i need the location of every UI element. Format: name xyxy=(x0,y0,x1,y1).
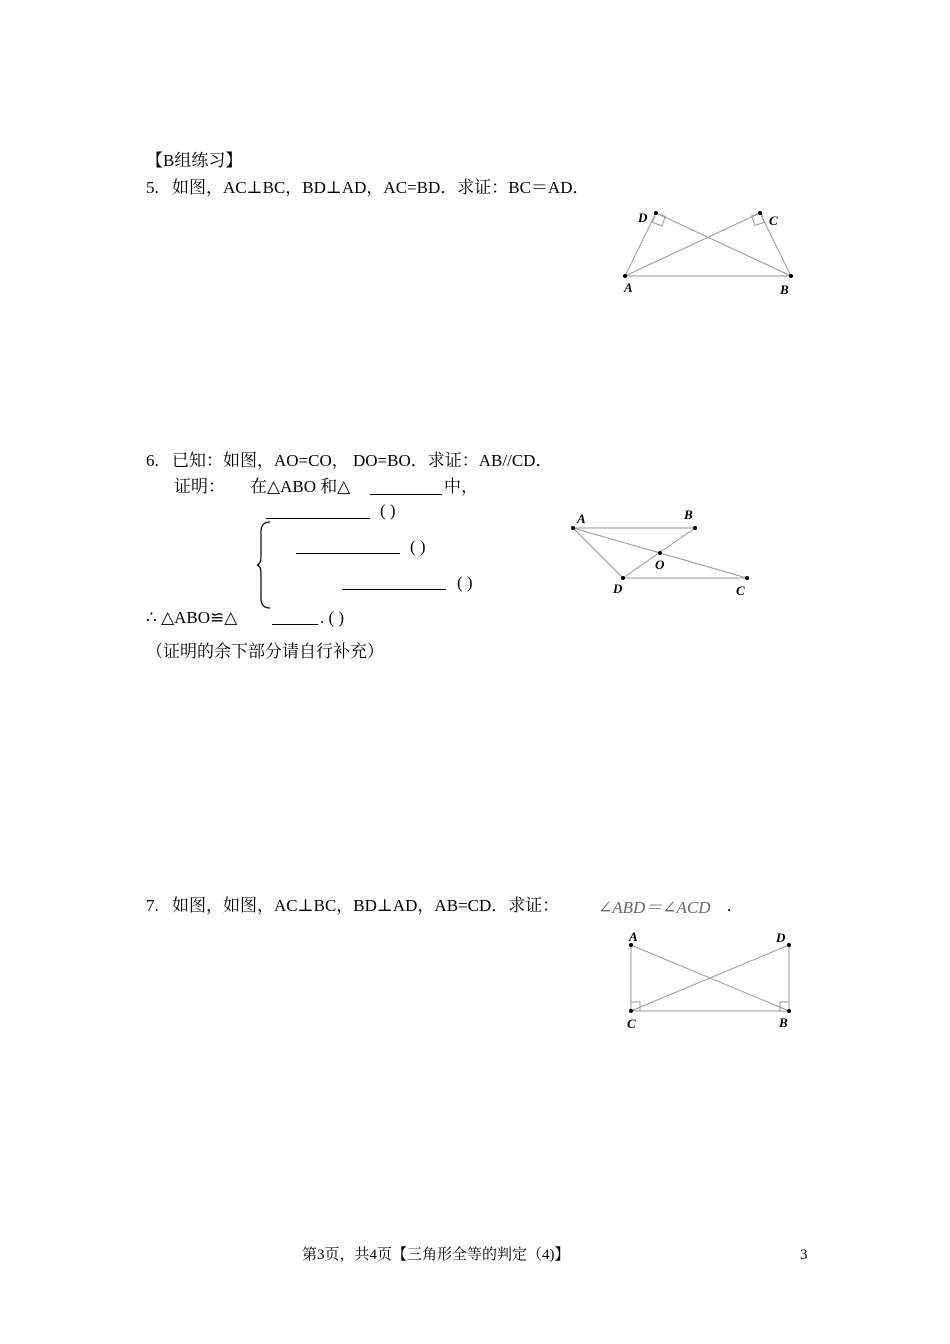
question-5-text: 如图，AC⊥BC，BD⊥AD，AC=BD．求证：BC＝AD． xyxy=(172,178,590,197)
question-7-number: 7. xyxy=(146,896,159,915)
label-c: C xyxy=(736,583,745,598)
blank-condition-1[interactable] xyxy=(266,518,370,519)
question-7-formula: ∠ABD＝∠ACD xyxy=(598,898,711,917)
label-a: A xyxy=(629,929,638,944)
reason-paren-1: ( ) xyxy=(380,501,396,520)
blank-condition-3[interactable] xyxy=(342,589,446,590)
question-7-formula-dot: . xyxy=(727,896,732,915)
label-d: D xyxy=(613,581,623,596)
page-number: 3 xyxy=(800,1247,808,1263)
point-c xyxy=(758,211,762,215)
reason-paren-3: ( ) xyxy=(457,573,473,592)
point-a xyxy=(571,526,575,530)
label-c: C xyxy=(627,1016,636,1031)
figure-q5 xyxy=(610,205,810,305)
question-7-text: 如图，如图，AC⊥BC，BD⊥AD，AB=CD．求证： xyxy=(172,896,560,915)
point-b xyxy=(789,274,793,278)
label-b: B xyxy=(780,282,789,297)
proof-intro-a: 在△ABO 和△ xyxy=(250,477,351,496)
label-b: B xyxy=(684,507,693,522)
point-o xyxy=(658,551,662,555)
point-d xyxy=(621,576,625,580)
point-d xyxy=(787,943,791,947)
figure-q7 xyxy=(610,928,810,1033)
conclusion-b: . ( ) xyxy=(320,608,345,627)
blank-congruent-triangle[interactable] xyxy=(272,624,318,625)
point-b xyxy=(787,1009,791,1013)
question-5-number: 5. xyxy=(146,178,159,197)
point-a xyxy=(623,274,627,278)
proof-intro-b: 中， xyxy=(444,477,478,496)
brace-icon xyxy=(255,520,275,610)
label-o: O xyxy=(655,557,665,572)
proof-label: 证明： xyxy=(174,477,225,496)
blank-condition-2[interactable] xyxy=(296,553,400,554)
label-d: D xyxy=(638,210,648,225)
label-c: C xyxy=(769,213,778,228)
blank-triangle-name[interactable] xyxy=(370,494,442,495)
point-c xyxy=(629,1009,633,1013)
conclusion-a: ∴ △ABO≌△ xyxy=(146,608,238,627)
point-c xyxy=(745,576,749,580)
proof-note: （证明的余下部分请自行补充） xyxy=(146,642,384,661)
label-a: A xyxy=(624,280,633,295)
section-title: 【B组练习】 xyxy=(146,151,243,170)
point-d xyxy=(654,211,658,215)
label-d: D xyxy=(776,930,786,945)
question-6-number: 6. xyxy=(146,451,159,470)
reason-paren-2: ( ) xyxy=(410,537,426,556)
point-b xyxy=(693,526,697,530)
label-b: B xyxy=(779,1015,788,1030)
footer-center: 第3页，共4页【三角形全等的判定（4)】 xyxy=(302,1247,570,1263)
question-6-text: 已知：如图，AO=CO， DO=BO．求证：AB//CD． xyxy=(172,451,553,470)
figure-q6 xyxy=(560,505,760,605)
label-a: A xyxy=(577,511,586,526)
